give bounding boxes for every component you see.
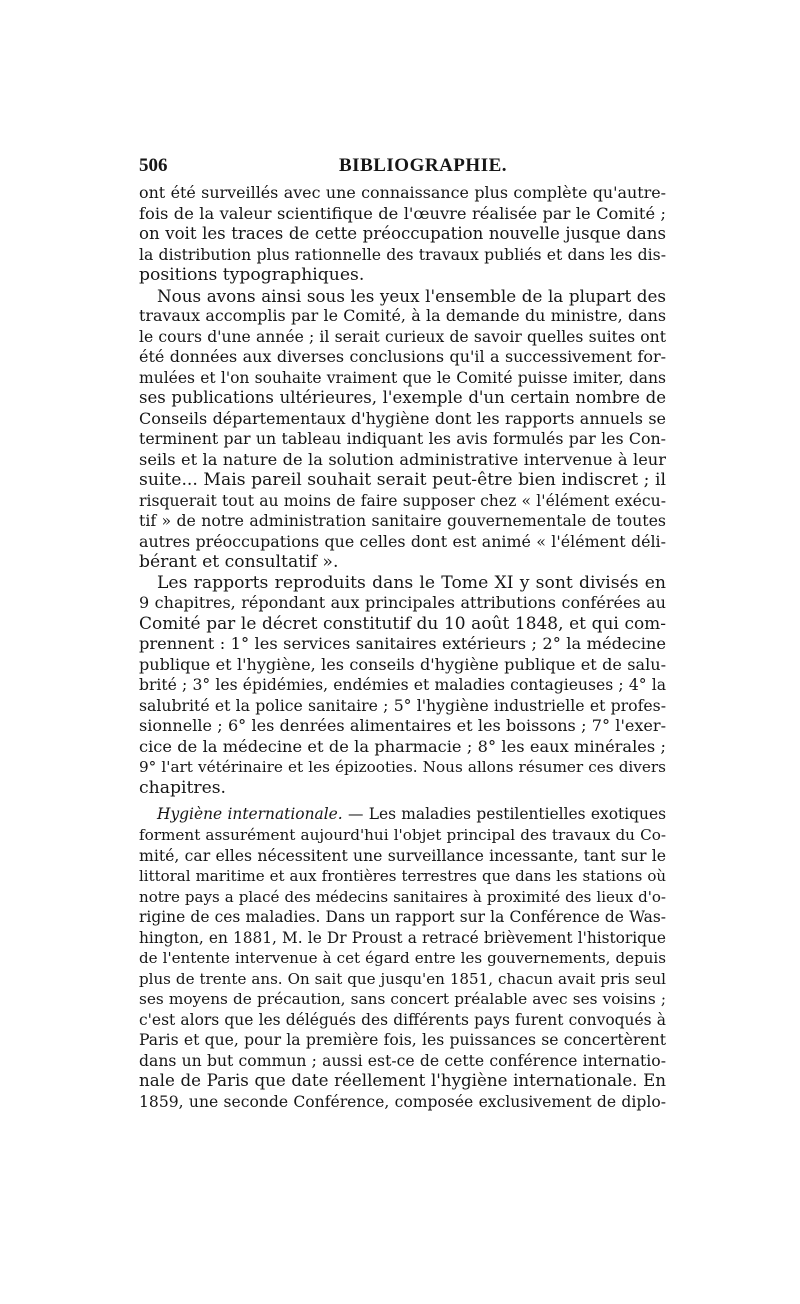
text-line: Paris et que, pour la première fois, les puissances se concertèrent bbox=[139, 1030, 666, 1050]
section-heading: Hygiène internationale. bbox=[157, 805, 343, 824]
section-hygiene-internationale bbox=[139, 804, 666, 1112]
text-line: ses publications ultérieures, l'exemple d'un certain nombre de bbox=[139, 388, 666, 408]
text-line: forment assurément aujourd'hui l'objet principal des travaux du Co- bbox=[139, 825, 666, 844]
paragraph-tome-xi bbox=[139, 573, 666, 799]
section-lead-line bbox=[139, 804, 666, 825]
text-line: autres préoccupations que celles dont est animé « l'élément déli- bbox=[139, 531, 666, 551]
text-line: plus de trente ans. On sait que jusqu'en 1851, chacun avait pris seul bbox=[139, 969, 666, 988]
section-lead-text: — Les maladies pestilentielles exotiques bbox=[342, 805, 666, 824]
text-line: cice de la médecine et de la pharmacie ; 8° les eaux minérales ; bbox=[139, 736, 666, 756]
text-line: sionnelle ; 6° les denrées alimentaires et les boissons ; 7° l'exer- bbox=[139, 716, 666, 736]
text-line: seils et la nature de la solution administrative intervenue à leur bbox=[139, 449, 666, 469]
text-line: mulées et l'on souhaite vraiment que le Comité puisse imiter, dans bbox=[139, 368, 666, 387]
text-line: hington, en 1881, M. le Dr Proust a retracé brièvement l'historique bbox=[139, 928, 666, 947]
text-line: de l'entente intervenue à cet égard entre les gouvernements, depuis bbox=[139, 949, 666, 968]
text-line: prennent : 1° les services sanitaires extérieurs ; 2° la médecine bbox=[139, 634, 666, 654]
text-line: 1859, une seconde Conférence, composée exclusivement de diplo- bbox=[139, 1092, 666, 1111]
text-line: 9° l'art vétérinaire et les épizooties. Nous allons résumer ces divers bbox=[139, 758, 666, 777]
text-line: on voit les traces de cette préoccupation nouvelle jusque dans bbox=[139, 224, 666, 244]
text-line: suite... Mais pareil souhait serait peut-être bien indiscret ; il bbox=[139, 470, 666, 491]
page-number: 506 bbox=[139, 155, 168, 176]
text-line: le cours d'une année ; il serait curieux de savoir quelles suites ont bbox=[139, 327, 666, 346]
text-line: dans un but commun ; aussi est-ce de cette conférence internatio- bbox=[139, 1050, 666, 1070]
text-line: positions typographiques. bbox=[139, 265, 365, 286]
text-line: ses moyens de précaution, sans concert préalable avec ses voisins ; bbox=[139, 990, 666, 1009]
text-line: fois de la valeur scientifique de l'œuvre réalisée par le Comité ; bbox=[139, 203, 666, 223]
text-line: travaux accomplis par le Comité, à la demande du ministre, dans bbox=[139, 306, 666, 326]
text-line: littoral maritime et aux frontières terrestres que dans les stations où bbox=[139, 867, 666, 886]
text-line: Comité par le décret constitutif du 10 août 1848, et qui com- bbox=[139, 613, 666, 634]
text-line: salubrité et la police sanitaire ; 5° l'hygiène industrielle et profes- bbox=[139, 695, 666, 715]
page-header bbox=[139, 155, 666, 183]
text-line: Conseils départementaux d'hygiène dont les rapports annuels se bbox=[139, 408, 666, 428]
paragraph-continuation bbox=[139, 183, 666, 286]
text-line: publique et l'hygiène, les conseils d'hygiène publique et de salu- bbox=[139, 654, 666, 674]
text-line: ont été surveillés avec une connaissance plus complète qu'autre- bbox=[139, 183, 666, 202]
text-line: la distribution plus rationnelle des travaux publiés et dans les dis- bbox=[139, 244, 666, 264]
text-line: chapitres. bbox=[139, 777, 227, 798]
text-line: bérant et consultatif ». bbox=[139, 552, 339, 573]
paragraph-comite-travaux bbox=[139, 286, 666, 573]
text-line: brité ; 3° les épidémies, endémies et maladies contagieuses ; 4° la bbox=[139, 676, 666, 695]
text-line: rigine de ces maladies. Dans un rapport sur la Conférence de Was- bbox=[139, 908, 666, 927]
text-line: été données aux diverses conclusions qu'il a successivement for- bbox=[139, 347, 666, 367]
text-line: tif » de notre administration sanitaire gouvernementale de toutes bbox=[139, 511, 666, 531]
text-line: terminent par un tableau indiquant les avis formulés par les Con- bbox=[139, 429, 666, 449]
text-line: notre pays a placé des médecins sanitaires à proximité des lieux d'o- bbox=[139, 887, 666, 906]
text-line: mité, car elles nécessitent une surveillance incessante, tant sur le bbox=[139, 845, 666, 865]
text-line: Nous avons ainsi sous les yeux l'ensemble de la plupart des bbox=[157, 285, 666, 306]
text-line: risquerait tout au moins de faire supposer chez « l'élément exécu- bbox=[139, 491, 666, 510]
body-text bbox=[139, 183, 666, 1112]
text-line: nale de Paris que date réellement l'hygiène internationale. En bbox=[139, 1071, 666, 1091]
text-line: c'est alors que les délégués des différents pays furent convoqués à bbox=[139, 1010, 666, 1029]
text-line: 9 chapitres, répondant aux principales attributions conférées au bbox=[139, 593, 666, 613]
text-line: Les rapports reproduits dans le Tome XI y sont divisés en bbox=[157, 572, 666, 593]
running-title: BIBLIOGRAPHIE. bbox=[339, 155, 508, 176]
